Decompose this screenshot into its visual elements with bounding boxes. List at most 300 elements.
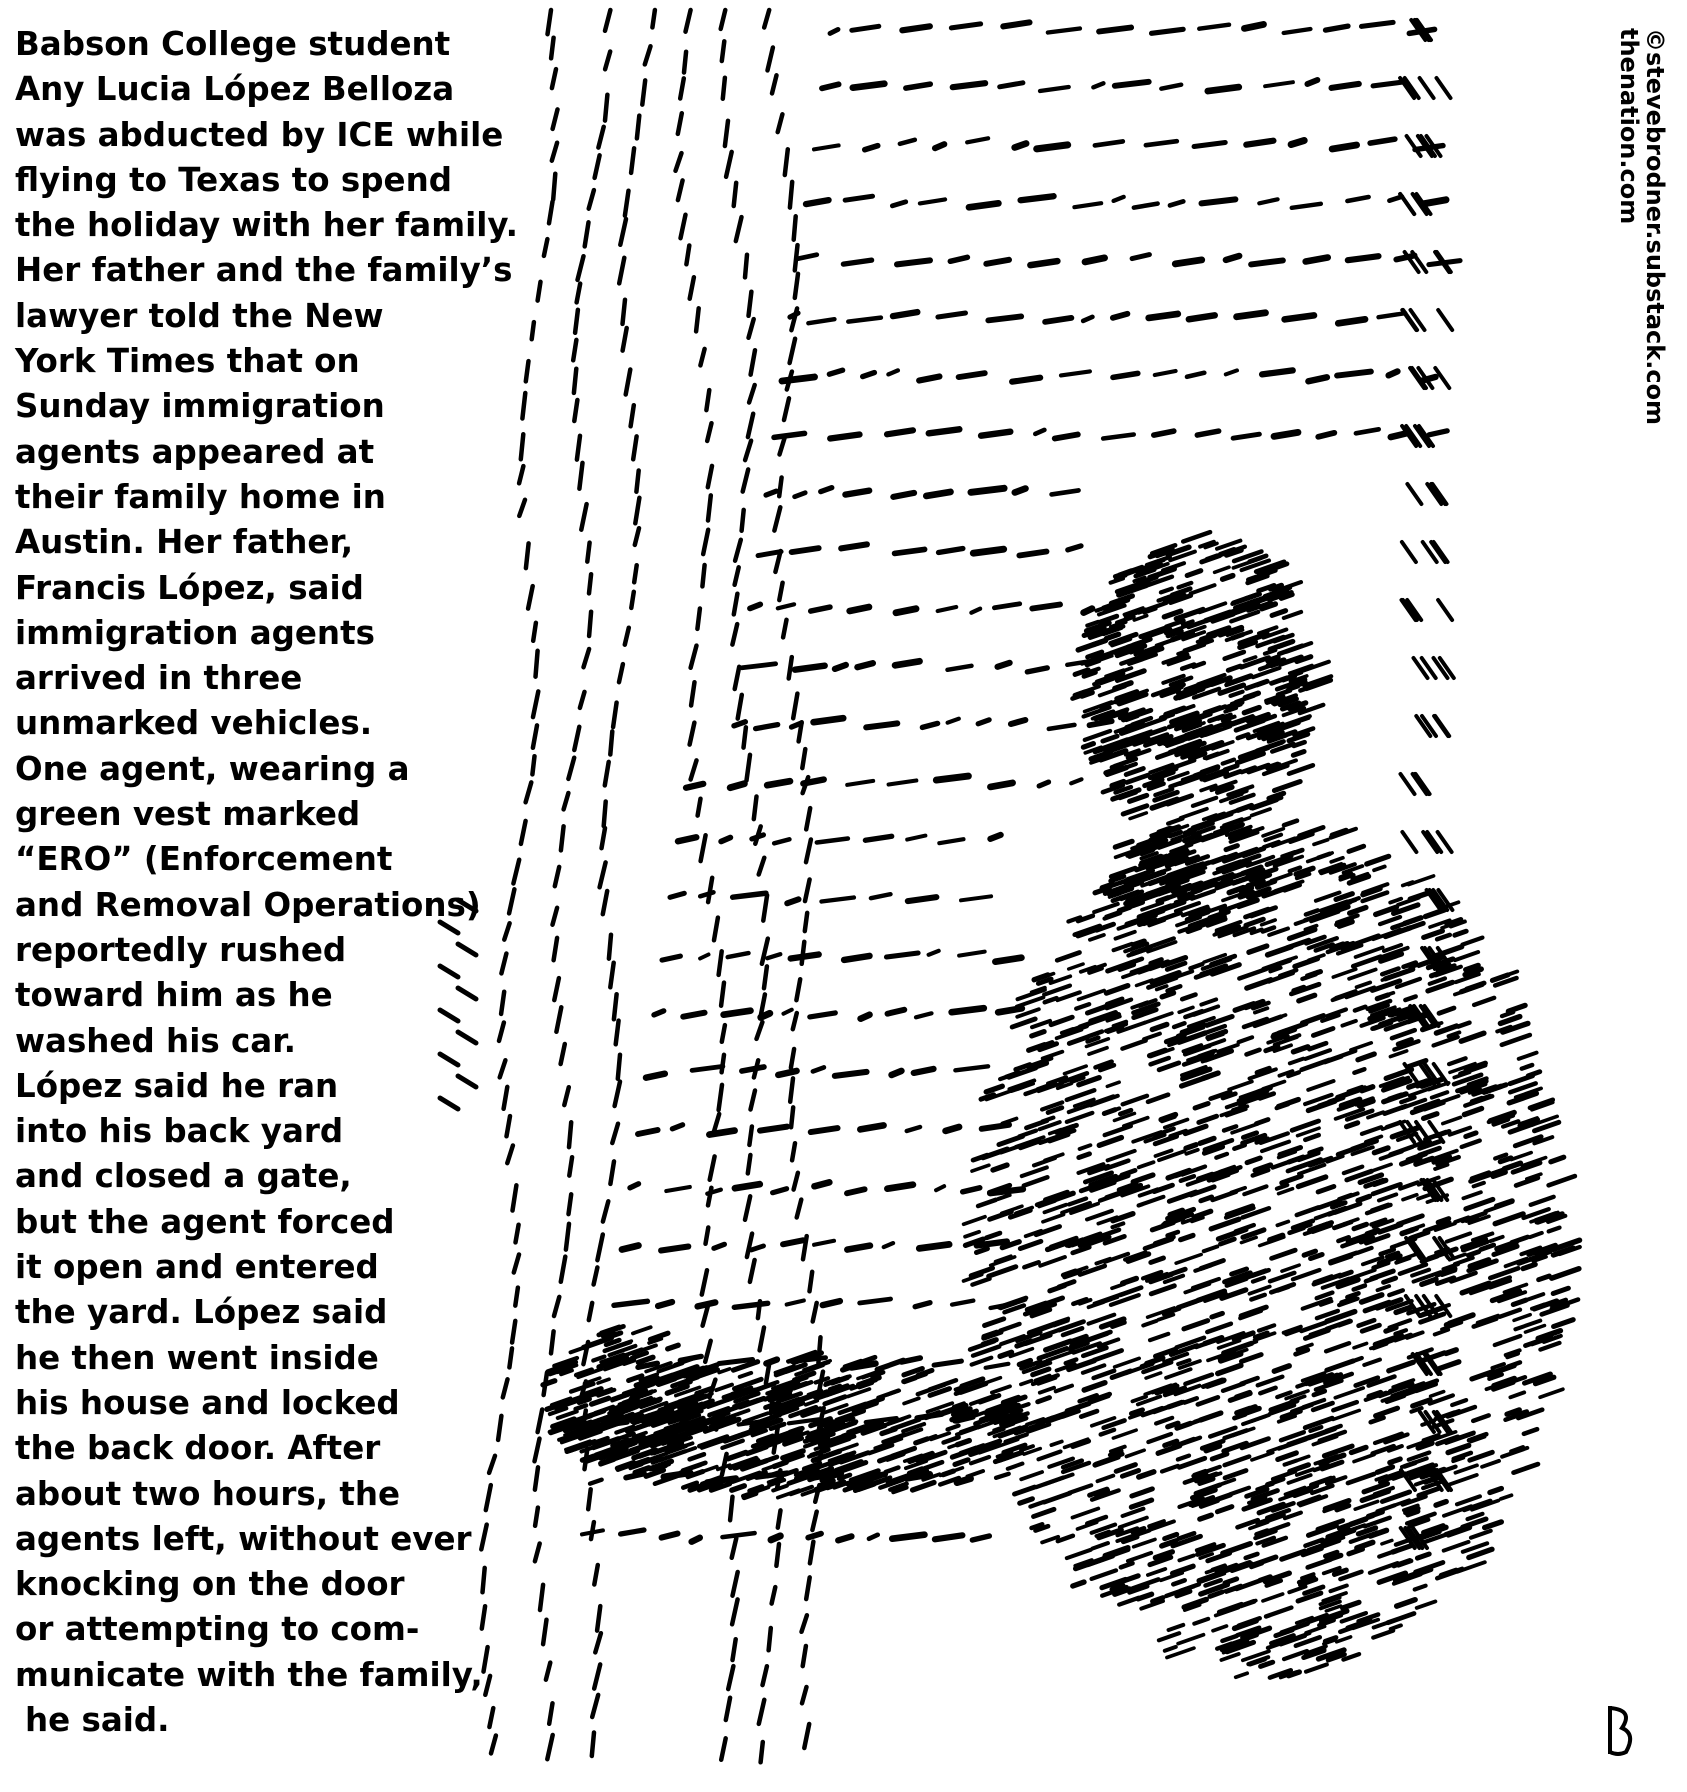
torso-hatch xyxy=(1113,1430,1136,1438)
torso-hatch xyxy=(1305,1050,1330,1059)
torso-hatch xyxy=(1239,969,1266,978)
torso-hatch xyxy=(1290,930,1315,939)
curtain-dash xyxy=(690,723,695,745)
curtain-dash xyxy=(678,113,682,134)
blind-slat-dash xyxy=(723,1533,755,1537)
curtain-dash xyxy=(589,190,594,209)
curtain-dash xyxy=(585,222,589,246)
curtain-dash xyxy=(680,78,684,98)
arm-hatch xyxy=(747,1447,766,1454)
blind-slat-dash xyxy=(990,835,1000,839)
torso-hatch xyxy=(1022,1167,1047,1176)
torso-hatch xyxy=(1470,1452,1493,1460)
blind-slat-dash xyxy=(778,1071,796,1075)
curtain-dash xyxy=(764,966,767,988)
curtain-dash xyxy=(726,1698,730,1720)
torso-hatch xyxy=(987,1233,1000,1238)
blind-slat-dash xyxy=(978,720,989,724)
torso-hatch xyxy=(1282,1265,1299,1271)
torso-hatch xyxy=(1195,1104,1208,1109)
torso-hatch xyxy=(984,1332,1001,1338)
torso-hatch xyxy=(1357,1542,1373,1548)
torso-hatch xyxy=(1181,1176,1194,1181)
blind-slat-dash xyxy=(1146,141,1177,145)
torso-hatch xyxy=(1024,1177,1048,1185)
torso-hatch xyxy=(1326,1426,1340,1431)
curtain-dash xyxy=(549,202,553,224)
torso-hatch xyxy=(1358,1054,1374,1060)
torso-hatch xyxy=(1463,938,1483,945)
torso-hatch xyxy=(1293,1047,1307,1052)
curtain-dash xyxy=(812,1512,816,1530)
story-line: knocking on the door xyxy=(15,1565,405,1604)
torso-hatch xyxy=(1337,1222,1351,1227)
torso-hatch xyxy=(1466,1133,1476,1137)
blind-slat-dash xyxy=(906,84,931,88)
torso-hatch xyxy=(1295,959,1318,967)
torso-hatch xyxy=(1288,1513,1302,1518)
curtain-dash xyxy=(791,1049,794,1068)
torso-hatch xyxy=(1447,1233,1470,1241)
story-line: his house and locked xyxy=(15,1383,400,1422)
curtain-dash xyxy=(734,594,738,615)
torso-hatch xyxy=(1108,1151,1135,1161)
curtain-dash xyxy=(696,308,699,331)
curtain-dash xyxy=(748,1155,751,1173)
torso-hatch xyxy=(1540,1389,1563,1397)
torso-hatch xyxy=(1331,1586,1347,1592)
torso-hatch xyxy=(1387,1123,1399,1127)
torso-hatch xyxy=(1224,1126,1236,1130)
blind-slat-dash xyxy=(1237,313,1266,317)
torso-hatch xyxy=(1152,1024,1167,1029)
torso-hatch xyxy=(1236,1673,1248,1677)
torso-hatch xyxy=(1113,1214,1133,1221)
curtain-dash xyxy=(735,667,740,689)
curtain-dash xyxy=(783,620,786,638)
story-line: about two hours, the xyxy=(15,1474,401,1513)
torso-hatch xyxy=(1084,1383,1105,1390)
torso-hatch xyxy=(1251,1295,1265,1300)
torso-hatch xyxy=(1443,1117,1461,1123)
blind-slat-dash xyxy=(845,196,873,200)
torso-hatch xyxy=(1093,1543,1108,1548)
story-line: reportedly rushed xyxy=(15,930,347,969)
curtain-dash xyxy=(774,507,780,530)
story-line: green vest marked xyxy=(15,795,361,834)
curtain-dash xyxy=(623,300,626,324)
blind-slat-dash xyxy=(721,838,730,842)
blind-slat-dash xyxy=(838,1536,851,1540)
blind-slat-dash xyxy=(952,1301,973,1305)
head-hatch xyxy=(1134,639,1151,645)
curtain-dash xyxy=(750,1260,755,1282)
curtain-dash xyxy=(676,153,682,171)
curtain-dash xyxy=(790,1078,793,1101)
blind-slat-dash xyxy=(774,839,789,843)
curtain-dash xyxy=(553,109,558,128)
torso-hatch xyxy=(1143,1408,1162,1415)
curtain-dash xyxy=(620,219,626,245)
torso-hatch xyxy=(976,1249,987,1253)
torso-hatch xyxy=(1452,1400,1466,1405)
torso-hatch xyxy=(1000,1324,1019,1331)
blind-slat-dash xyxy=(994,604,1019,608)
blind-slat-dash xyxy=(1019,552,1046,556)
torso-hatch xyxy=(1369,1512,1383,1517)
torso-hatch xyxy=(1204,1247,1217,1252)
torso-hatch xyxy=(1389,1362,1414,1371)
torso-hatch xyxy=(1143,1321,1156,1326)
torso-hatch xyxy=(1349,846,1364,851)
torso-hatch xyxy=(1288,940,1309,947)
torso-hatch xyxy=(1223,1544,1251,1554)
arm-hatch xyxy=(646,1470,663,1476)
story-line: Her father and the family’s xyxy=(15,251,513,290)
torso-hatch xyxy=(1092,1570,1116,1579)
curtain-dash xyxy=(733,1572,738,1596)
torso-hatch xyxy=(1457,1496,1480,1504)
curtain-dash xyxy=(778,1510,781,1527)
torso-hatch xyxy=(1362,1295,1382,1302)
torso-hatch xyxy=(1354,1343,1367,1347)
torso-hatch xyxy=(1362,1127,1381,1134)
torso-hatch xyxy=(1297,1207,1319,1215)
blind-slat-dash xyxy=(1356,429,1379,433)
blind-slat-dash xyxy=(955,1066,988,1070)
curtain-dash xyxy=(738,695,742,719)
torso-hatch xyxy=(1523,1264,1535,1268)
blind-slat-dash xyxy=(959,952,985,956)
blind-slat-dash xyxy=(678,837,696,841)
blind-slat-dash xyxy=(1370,139,1395,143)
torso-hatch xyxy=(998,1195,1009,1199)
curtain-dash xyxy=(810,1272,813,1292)
curtain-dash xyxy=(588,1489,591,1509)
torso-hatch xyxy=(1218,1365,1241,1373)
curtain-dash xyxy=(631,405,634,426)
blind-slat-dash xyxy=(1265,82,1293,86)
torso-hatch xyxy=(1495,1214,1523,1224)
blind-slat-dash xyxy=(843,260,871,264)
blind-slat-dash xyxy=(654,1011,664,1015)
blind-slat-dash xyxy=(863,373,875,377)
curtain-dash xyxy=(535,1467,538,1489)
curtain-dash xyxy=(552,143,557,161)
curtain-dash xyxy=(578,256,584,280)
curtain-dash xyxy=(719,951,722,975)
blind-slat-dash xyxy=(1338,319,1365,323)
torso-hatch xyxy=(1377,995,1388,999)
torso-hatch xyxy=(1437,935,1450,939)
curtain-dash xyxy=(813,1303,817,1322)
blind-slat-dash xyxy=(847,1189,865,1193)
blind-slat-dash xyxy=(936,776,968,780)
blind-slat-dash xyxy=(1012,378,1040,382)
blind-slat-dash xyxy=(735,1184,760,1188)
blind-slat-dash xyxy=(1155,371,1176,375)
curtain-dash xyxy=(538,1410,543,1433)
blind-slat-dash xyxy=(724,1011,751,1015)
blind-slat-dash xyxy=(1085,258,1104,262)
torso-hatch xyxy=(1225,1579,1237,1583)
curtain-dash xyxy=(763,895,767,920)
blind-slat-dash xyxy=(1362,22,1394,26)
torso-hatch xyxy=(1218,1231,1240,1239)
arm-hatch xyxy=(716,1385,732,1391)
torso-hatch xyxy=(1244,1186,1266,1194)
curtain-dash xyxy=(721,10,726,29)
torso-hatch xyxy=(1438,1219,1449,1223)
curtain-dash xyxy=(618,1055,620,1079)
blind-slat-dash xyxy=(887,430,913,434)
curtain-dash xyxy=(698,799,701,816)
torso-hatch xyxy=(1403,1229,1417,1234)
arm-hatch xyxy=(825,1397,845,1404)
torso-hatch xyxy=(1410,893,1427,899)
curtain-dash xyxy=(631,148,634,173)
curtain-dash xyxy=(594,1565,598,1585)
torso-hatch xyxy=(1260,1388,1275,1393)
torso-hatch xyxy=(1439,1008,1454,1013)
curtain-dash xyxy=(722,1025,725,1042)
torso-hatch xyxy=(972,1279,989,1285)
blind-slat-dash xyxy=(1332,84,1359,88)
blind-slat-dash xyxy=(1134,204,1158,208)
blind-slat-dash xyxy=(888,370,898,374)
torso-hatch xyxy=(1148,1095,1168,1102)
story-line: or attempting to com- xyxy=(15,1610,420,1649)
torso-hatch xyxy=(1552,1269,1579,1279)
blind-slat-dash xyxy=(811,607,830,611)
blind-slat-dash xyxy=(1099,28,1131,32)
torso-hatch xyxy=(1513,1300,1526,1304)
curtain-dash xyxy=(564,1087,569,1105)
torso-hatch xyxy=(1212,1454,1227,1459)
torso-hatch xyxy=(1502,1012,1513,1016)
curtain-dash xyxy=(543,1620,546,1645)
curtain-dash xyxy=(799,722,802,741)
torso-hatch xyxy=(1490,1268,1518,1278)
story-line: municate with the family, xyxy=(15,1655,483,1694)
blind-slat-dash xyxy=(865,146,878,150)
blind-slat-dash xyxy=(959,373,985,377)
blind-slat-dash xyxy=(1199,25,1229,29)
head-hatch xyxy=(1228,809,1242,814)
torso-hatch xyxy=(1038,1084,1055,1090)
hand-hatch xyxy=(638,1357,653,1362)
torso-hatch xyxy=(1104,1110,1115,1114)
torso-hatch xyxy=(1045,998,1057,1002)
blind-slat-dash xyxy=(971,609,980,613)
curtain-dash xyxy=(619,258,624,284)
arm-hatch xyxy=(690,1454,704,1459)
blind-slat-dash xyxy=(1274,432,1298,436)
torso-hatch xyxy=(1165,1647,1176,1651)
curtain-dash xyxy=(721,983,724,1006)
torso-hatch xyxy=(1510,1076,1533,1084)
story-line: washed his car. xyxy=(15,1021,296,1060)
curtain-dash xyxy=(556,1007,561,1032)
story-text xyxy=(15,22,535,1743)
torso-hatch xyxy=(1139,1197,1164,1206)
blind-slat-dash xyxy=(614,1301,647,1305)
blind-slat-dash xyxy=(1251,260,1283,264)
torso-hatch xyxy=(1370,1164,1391,1171)
torso-hatch xyxy=(1131,1500,1151,1507)
blind-slat-dash xyxy=(967,138,988,142)
torso-hatch xyxy=(1374,1148,1388,1153)
blind-slat-dash xyxy=(915,1303,930,1307)
head-hatch xyxy=(1130,795,1147,801)
torso-hatch xyxy=(1020,1499,1033,1503)
curtain-dash xyxy=(735,567,739,585)
curtain-dash xyxy=(721,1738,726,1760)
torso-hatch xyxy=(1168,1232,1178,1236)
story-line: Francis López, said xyxy=(15,568,364,607)
torso-hatch xyxy=(1466,1199,1493,1209)
blind-slat-dash xyxy=(686,784,703,788)
head-hatch xyxy=(1166,621,1183,627)
curtain-dash xyxy=(598,127,603,148)
blind-slat-dash xyxy=(1074,203,1101,207)
curtain-dash xyxy=(749,319,754,338)
blind-slat-dash xyxy=(936,1186,944,1190)
torso-hatch xyxy=(999,1136,1023,1144)
blind-slat-dash xyxy=(869,1535,878,1539)
curtain-dash xyxy=(619,664,623,682)
torso-hatch xyxy=(1201,1261,1223,1269)
curtain-dash xyxy=(561,1044,565,1064)
blind-slat-dash xyxy=(683,1013,704,1017)
torso-hatch xyxy=(1354,1455,1374,1462)
torso-hatch xyxy=(1259,1325,1274,1330)
torso-hatch xyxy=(1401,1098,1414,1103)
blind-slat-dash xyxy=(929,951,939,955)
curtain-dash xyxy=(623,328,627,351)
curtain-dash xyxy=(553,908,558,925)
torso-hatch xyxy=(1306,1664,1327,1671)
story-line: their family home in xyxy=(15,477,386,516)
blind-slat-dash xyxy=(798,255,817,259)
torso-hatch xyxy=(1455,1465,1477,1473)
head-hatch xyxy=(1205,707,1220,712)
torso-hatch xyxy=(1123,1096,1147,1105)
blind-slat-dash xyxy=(1226,370,1237,374)
head-hatch xyxy=(1183,532,1210,541)
blind-slat-dash xyxy=(792,548,819,552)
torso-hatch xyxy=(1540,1343,1559,1350)
hand-hatch xyxy=(576,1405,587,1409)
blind-slat-dash xyxy=(860,1125,883,1129)
blind-slat-dash xyxy=(1048,29,1080,33)
arm-hatch xyxy=(971,1457,989,1463)
torso-hatch xyxy=(1213,1626,1227,1631)
blind-slat-dash xyxy=(857,663,873,667)
curtain-dash xyxy=(610,963,613,988)
blind-slat-dash xyxy=(787,1301,804,1305)
blind-slat-dash xyxy=(1045,318,1071,322)
blind-slat-dash xyxy=(897,260,930,264)
curtain-dash xyxy=(595,1633,601,1652)
blind-slat-dash xyxy=(774,433,805,437)
blind-slat-dash xyxy=(767,954,780,958)
story-line: flying to Texas to spend xyxy=(15,160,452,199)
torso-hatch xyxy=(1162,1466,1178,1472)
blind-slat-dash xyxy=(1093,83,1103,87)
blind-slat-dash xyxy=(892,202,905,206)
torso-hatch xyxy=(1272,1250,1296,1258)
torso-hatch xyxy=(1225,1471,1246,1478)
curtain-dash xyxy=(574,369,576,393)
torso-hatch xyxy=(1390,899,1401,903)
torso-hatch xyxy=(1417,1554,1429,1558)
torso-hatch xyxy=(1115,1358,1140,1367)
torso-hatch xyxy=(1146,1373,1161,1378)
torso-hatch xyxy=(1076,1004,1089,1009)
torso-hatch xyxy=(1090,935,1104,940)
torso-hatch xyxy=(1132,1489,1152,1496)
blind-slat-dash xyxy=(795,493,806,497)
torso-hatch xyxy=(1044,986,1070,995)
blind-slat-dash xyxy=(919,1244,949,1248)
torso-hatch xyxy=(1184,1321,1208,1329)
torso-hatch xyxy=(1288,1475,1310,1483)
blind-slat-dash xyxy=(1202,199,1236,203)
torso-hatch xyxy=(1032,1021,1050,1027)
blind-slat-dash xyxy=(1055,435,1078,439)
torso-hatch xyxy=(1154,1185,1172,1191)
torso-hatch xyxy=(1282,1624,1308,1633)
torso-hatch xyxy=(1549,1228,1560,1232)
curtain-dash xyxy=(603,891,607,914)
curtain-dash xyxy=(778,114,783,132)
torso-hatch xyxy=(1174,1023,1184,1027)
torso-hatch xyxy=(1358,1196,1370,1200)
curtain-dash xyxy=(742,510,744,531)
torso-hatch xyxy=(1045,1475,1073,1485)
torso-hatch xyxy=(1200,1515,1212,1519)
torso-hatch xyxy=(1169,1402,1182,1407)
torso-hatch xyxy=(986,1086,1002,1092)
curtain-dash xyxy=(745,255,747,278)
torso-hatch xyxy=(1253,1278,1264,1282)
torso-hatch xyxy=(1379,1194,1396,1200)
blind-slat-dash xyxy=(766,491,776,495)
curtain-dash xyxy=(796,979,800,1000)
head-hatch xyxy=(1111,578,1123,582)
curtain-dash xyxy=(802,942,805,964)
torso-hatch xyxy=(1524,1429,1537,1434)
torso-hatch xyxy=(1087,1211,1112,1220)
torso-hatch xyxy=(1179,1556,1193,1561)
curtain-dash xyxy=(697,609,700,629)
curtain-dash xyxy=(707,423,711,441)
blind-slat-dash xyxy=(1391,433,1408,437)
torso-hatch xyxy=(1243,1415,1269,1424)
torso-hatch xyxy=(1378,1286,1390,1290)
curtain-dash xyxy=(552,69,556,88)
blind-slat-dash xyxy=(630,1184,639,1188)
curtain-dash xyxy=(758,1301,760,1318)
torso-hatch xyxy=(1440,1362,1459,1369)
torso-hatch xyxy=(1207,1381,1223,1387)
torso-hatch xyxy=(1318,1186,1334,1192)
torso-hatch xyxy=(1123,1509,1144,1516)
torso-hatch xyxy=(1249,1287,1269,1294)
torso-hatch xyxy=(1308,1081,1333,1090)
blind-slat-dash xyxy=(1379,313,1406,317)
